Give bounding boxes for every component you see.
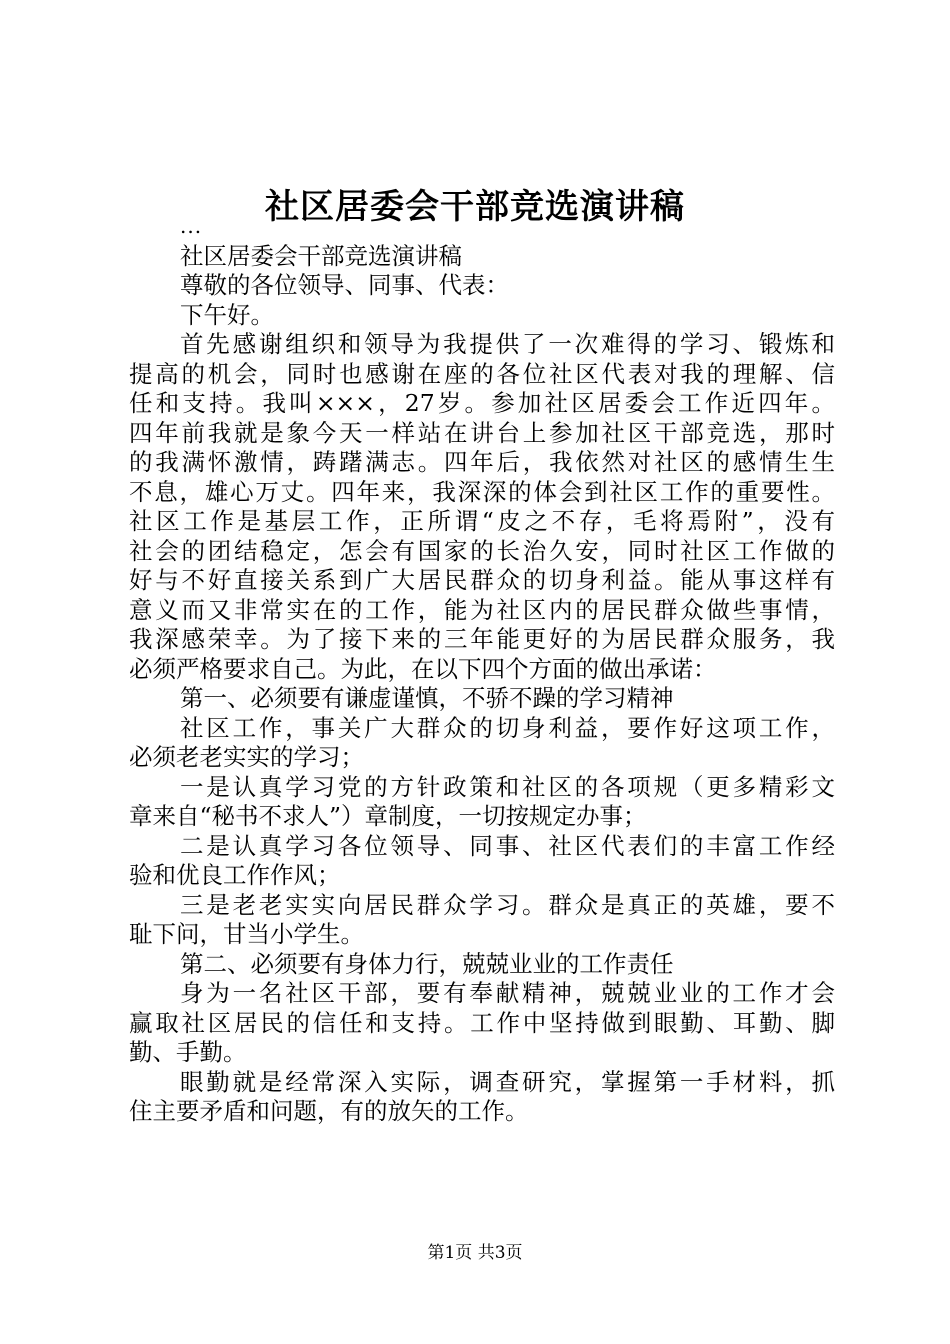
paragraph-line: 好与不好直接关系到广大居民群众的切身利益。能从事这样有 <box>129 566 835 594</box>
paragraph-line: 的我满怀激情，踌躇满志。四年后，我依然对社区的感情生生 <box>129 448 835 476</box>
paragraph-line: 意义而又非常实在的工作，能为社区内的居民群众做些事情， <box>129 595 835 624</box>
section-heading: 第二、必须要有身体力行，兢兢业业的工作责任 <box>180 949 674 978</box>
paragraph-line: 不息，雄心万丈。四年来，我深深的体会到社区工作的重要性。 <box>129 477 835 506</box>
paragraph-line: 三是老老实实向居民群众学习。群众是真正的英雄，要不 <box>180 890 835 919</box>
salutation-line: 尊敬的各位领导、同事、代表： <box>180 271 509 299</box>
document-title: 社区居委会干部竞选演讲稿 <box>265 187 685 227</box>
paragraph-line: 二是认真学习各位领导、同事、社区代表们的丰富工作经 <box>180 831 835 860</box>
paragraph-line: 眼勤就是经常深入实际，调查研究，掌握第一手材料，抓 <box>180 1067 835 1096</box>
page-number-footer: 第1页 共3页 <box>427 1243 523 1263</box>
paragraph-line: 首先感谢组织和领导为我提供了一次难得的学习、锻炼和 <box>180 330 835 358</box>
paragraph-line: 任和支持。我叫×××，27岁。参加社区居委会工作近四年。 <box>129 389 835 417</box>
paragraph-line: 验和优良工作作风； <box>129 861 341 889</box>
ellipsis-marker: ... <box>180 214 203 238</box>
paragraph-line: 我深感荣幸。为了接下来的三年能更好的为居民群众服务，我 <box>129 625 835 653</box>
paragraph-line: 社区工作是基层工作，正所谓“皮之不存，毛将焉附”，没有 <box>129 507 835 535</box>
paragraph-line: 勤、手勤。 <box>129 1038 247 1066</box>
document-body <box>129 212 835 1127</box>
paragraph-line: 必须严格要求自己。为此，在以下四个方面的做出承诺： <box>129 654 717 683</box>
paragraph-line: 一是认真学习党的方针政策和社区的各项规（更多精彩文 <box>180 772 835 801</box>
paragraph-line: 社会的团结稳定，怎会有国家的长治久安，同时社区工作做的 <box>129 536 835 565</box>
paragraph-line: 社区工作，事关广大群众的切身利益，要作好这项工作， <box>180 713 835 742</box>
paragraph-line: 赢取社区居民的信任和支持。工作中坚持做到眼勤、耳勤、脚 <box>129 1008 835 1037</box>
paragraph-line: 身为一名社区干部，要有奉献精神，兢兢业业的工作才会 <box>180 979 835 1007</box>
greeting-line: 下午好。 <box>180 300 274 329</box>
paragraph-line: 必须老老实实的学习； <box>129 743 364 771</box>
subtitle-line: 社区居委会干部竞选演讲稿 <box>180 241 462 270</box>
section-heading: 第一、必须要有谦虚谨慎，不骄不躁的学习精神 <box>180 684 674 712</box>
paragraph-line: 章来自“秘书不求人”）章制度，一切按规定办事； <box>129 802 647 830</box>
paragraph-line: 耻下问，甘当小学生。 <box>129 920 364 948</box>
paragraph-line: 提高的机会，同时也感谢在座的各位社区代表对我的理解、信 <box>129 359 835 388</box>
paragraph-line: 住主要矛盾和问题，有的放矢的工作。 <box>129 1097 529 1125</box>
paragraph-line: 四年前我就是象今天一样站在讲台上参加社区干部竞选，那时 <box>129 418 835 447</box>
